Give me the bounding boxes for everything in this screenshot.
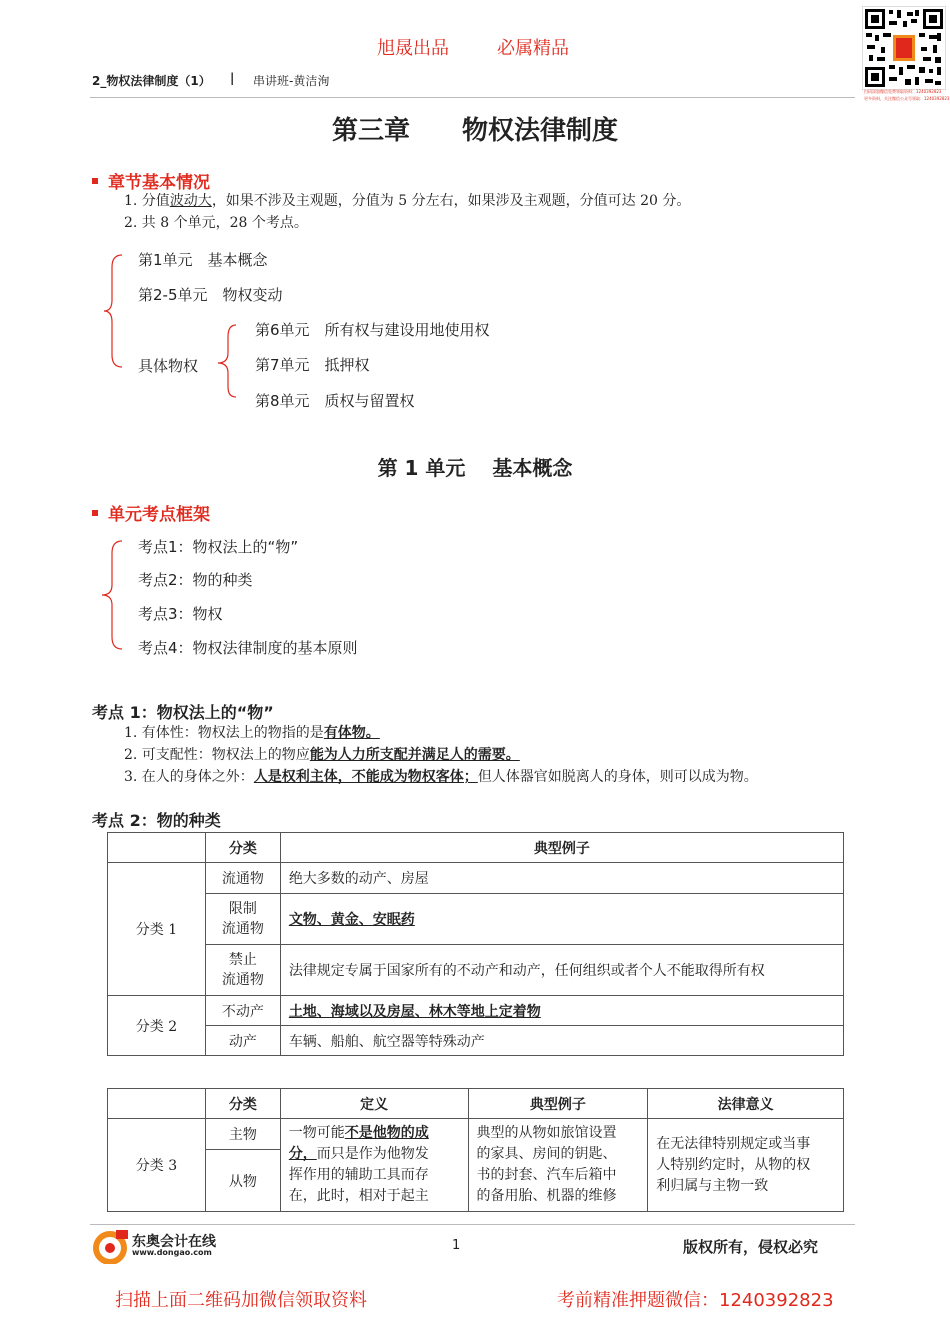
course-name: 串讲班-黄洁洵	[253, 74, 330, 88]
dongao-logo	[92, 1228, 132, 1268]
unit-title: 第 1 单元 基本概念	[377, 456, 573, 480]
table-header-blank	[108, 833, 206, 863]
group-cell: 分类 3	[108, 1119, 206, 1212]
header-divider	[90, 97, 855, 98]
type-cell: 主物	[205, 1119, 280, 1150]
section-heading-framework: 单元考点框架	[92, 500, 210, 525]
example-cell: 文物、黄金、安眠药	[280, 894, 843, 945]
promo-right: 考前精准押题微信：1240392823	[557, 1290, 834, 1311]
example-cell: 典型的从物如旅馆设置 的家具、房间的钥匙、 书的封套、汽车后箱中 的备用胎、机器的维修	[468, 1119, 648, 1212]
example-cell: 法律规定专属于国家所有的不动产和动产，任何组织或者个人不能取得所有权	[280, 945, 843, 996]
brand-left: 旭晟出品	[377, 38, 449, 59]
table-header-definition: 定义	[280, 1089, 468, 1119]
table-header-blank	[108, 1089, 206, 1119]
group-cell: 分类 2	[108, 996, 206, 1056]
type-cell: 从物	[205, 1150, 280, 1212]
tree-unit8: 第8单元 质权与留置权	[255, 392, 415, 410]
type-cell: 流通物	[205, 863, 280, 894]
logo-name: 东奥会计在线	[132, 1234, 216, 1250]
logo-url: www.dongao.com	[132, 1248, 212, 1257]
table-header-meaning: 法律意义	[648, 1089, 844, 1119]
point1-line1: 1. 有体性：物权法上的物指的是有体物。	[124, 725, 380, 741]
framework-item: 考点2：物的种类	[138, 571, 253, 589]
table-header-example: 典型例子	[468, 1089, 648, 1119]
category-table-2	[107, 1088, 844, 1212]
type-cell: 限制 流通物	[205, 894, 280, 945]
page-number: 1	[452, 1238, 461, 1253]
brand-right: 必属精品	[497, 38, 569, 59]
framework-item: 考点1：物权法上的“物”	[138, 538, 299, 556]
header-separator: |	[230, 71, 235, 85]
qr-caption-2: 更多资料，关注微信公众号领取：1240392823	[864, 96, 950, 101]
example-cell: 车辆、船舶、航空器等特殊动产	[280, 1026, 843, 1056]
group-cell: 分类 1	[108, 863, 206, 996]
tree-unit6: 第6单元 所有权与建设用地使用权	[255, 321, 490, 339]
type-cell: 动产	[205, 1026, 280, 1056]
tree-unit7: 第7单元 抵押权	[255, 356, 370, 374]
footer-divider	[90, 1224, 855, 1225]
section1-line1: 1. 分值波动大，如果不涉及主观题，分值为 5 分左右，如果涉及主观题，分值可达 20 分。	[124, 193, 691, 209]
bullet-square-icon	[92, 510, 98, 516]
qr-code	[862, 6, 946, 90]
doc-title: 2_物权法律制度（1）	[92, 74, 211, 88]
tree-specific-rights: 具体物权	[138, 357, 199, 375]
section-heading-basic: 章节基本情况	[92, 168, 210, 193]
definition-cell: 一物可能不是他物的成 分，而只是作为他物发 挥作用的辅助工具而存 在，此时，相对于起主	[280, 1119, 468, 1212]
example-cell: 绝大多数的动产、房屋	[280, 863, 843, 894]
meaning-cell: 在无法律特别规定或当事 人特别约定时，从物的权 利归属与主物一致	[648, 1119, 844, 1212]
category-table-1	[107, 832, 844, 1056]
type-cell: 禁止 流通物	[205, 945, 280, 996]
point1-line2: 2. 可支配性：物权法上的物应能为人力所支配并满足人的需要。	[124, 747, 520, 763]
framework-item: 考点3：物权	[138, 605, 223, 623]
chapter-title: 第三章 物权法律制度	[331, 116, 618, 146]
dongao-logo-icon	[92, 1228, 132, 1264]
framework-brace	[96, 533, 136, 658]
example-cell: 土地、海域以及房屋、林木等地上定着物	[280, 996, 843, 1026]
section1-line2: 2. 共 8 个单元，28 个考点。	[124, 215, 308, 231]
qr-caption-1: 扫码添加微信免费领取资料：1240392823	[864, 89, 942, 94]
table-header-class: 分类	[205, 833, 280, 863]
type-cell: 不动产	[205, 996, 280, 1026]
point1-line3: 3. 在人的身体之外：人是权利主体，不能成为物权客体；但人体器官如脱离人的身体，则可以成为物。	[124, 769, 758, 785]
point1-title: 考点 1：物权法上的“物”	[92, 703, 274, 722]
framework-item: 考点4：物权法律制度的基本原则	[138, 639, 358, 657]
copyright: 版权所有，侵权必究	[683, 1238, 819, 1256]
promo-left: 扫描上面二维码加微信领取资料	[115, 1290, 367, 1311]
bullet-square-icon	[92, 178, 98, 184]
table-header-example: 典型例子	[280, 833, 843, 863]
table-header-class: 分类	[205, 1089, 280, 1119]
tree-unit1: 第1单元 基本概念	[138, 251, 268, 269]
point2-title: 考点 2：物的种类	[92, 811, 221, 830]
tree-unit2-5: 第2-5单元 物权变动	[138, 286, 283, 304]
